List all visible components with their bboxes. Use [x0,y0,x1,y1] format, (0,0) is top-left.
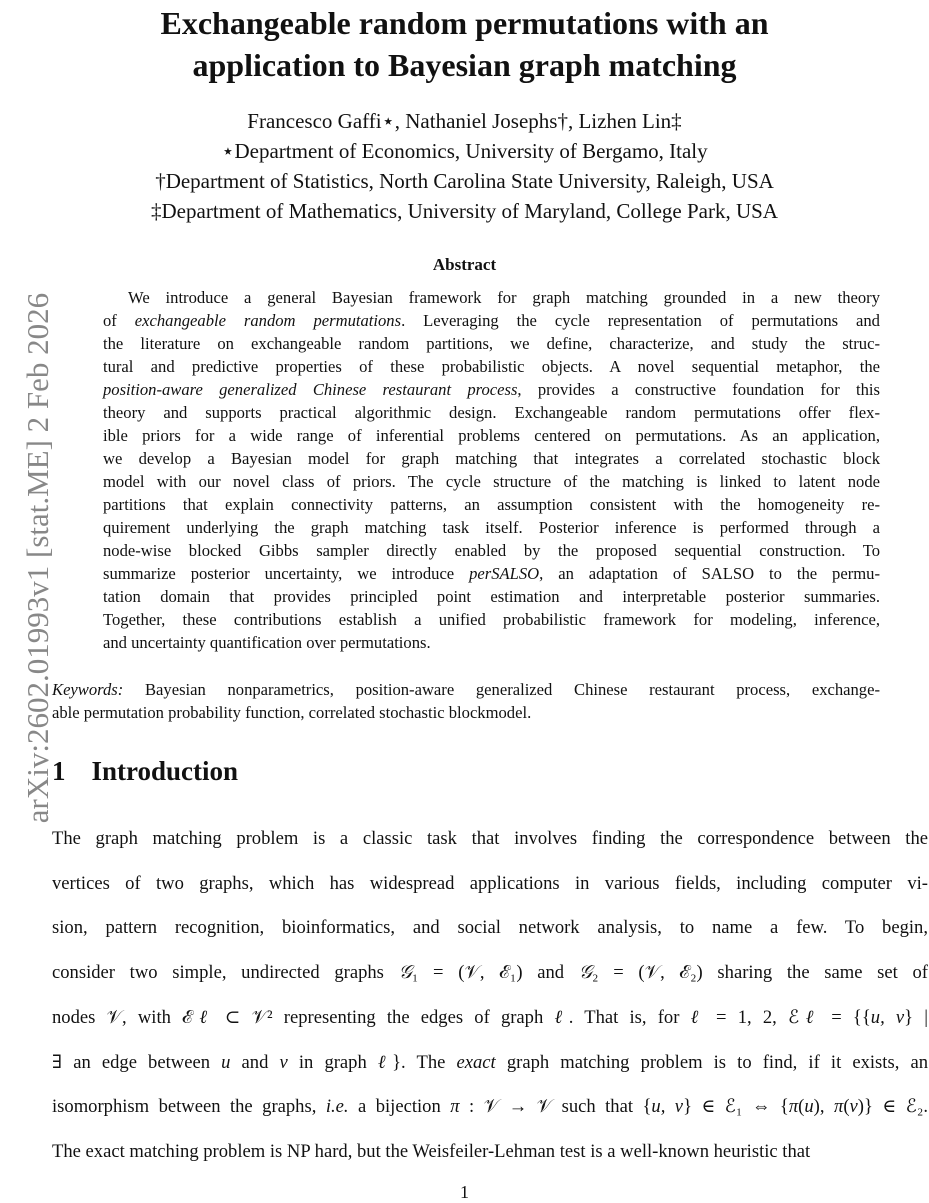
text-segment: isomorphism between the graphs, [52,1096,326,1118]
text-segment: Bayesian nonparametrics, position-aware generalized Chinese restaurant process, exchange- [123,680,880,699]
authors: Francesco Gaffi⋆, Nathaniel Josephs†, Lizhen Lin‡ [247,109,682,133]
text-segment: . Leveraging the cycle representation of permutations and [401,311,880,330]
italic-text: Keywords: [52,680,124,699]
text-segment: and uncertainty quantification over permutations. [103,633,431,652]
title-line: application to Bayesian graph matching [192,47,737,83]
text-line [103,334,880,354]
text-segment: , an adaptation of SALSO to the permu- [539,564,880,583]
text-segment: . That is, for [568,1006,691,1028]
text-segment: ₂ = (𝒱, ℰ₂) sharing the same set of [592,962,928,984]
text-segment: quirement underlying the graph matching task itself. Posterior inference is performed through a [103,518,880,537]
text-segment: = 1, 2, ℰ [704,1006,800,1028]
text-segment: } ∈ ℰ₁ ⇔ { [683,1096,789,1118]
text-segment: a bijection [348,1096,451,1118]
text-segment: vertices of two graphs, which has widespread applications in various fields, including computer vi- [52,872,928,894]
text-line [52,962,928,984]
italic-text: ℓ [690,1006,705,1028]
text-segment: graph matching problem is to find, if it exists, an [495,1051,929,1073]
abstract-heading: Abstract [432,255,497,274]
italic-text: exact [456,1051,496,1073]
text-line [103,587,880,607]
text-line [103,288,880,308]
text-segment: , provides a constructive foundation for this [517,380,880,399]
text-line [52,1052,928,1074]
text-line [103,495,880,515]
text-segment: The graph matching problem is a classic task that involves finding the correspondence between the [52,828,928,849]
text-segment: of [103,311,135,330]
text-segment: = {{ [820,1006,871,1028]
italic-text: 𝒢 [578,962,593,984]
text-line [52,1007,928,1029]
italic-text: v [279,1051,288,1073]
text-segment: ∃ an edge between [52,1051,222,1073]
text-segment: tation domain that provides principled point estimation and interpretable posterior summaries. [103,587,880,606]
italic-text: 𝒢 [398,962,412,984]
text-segment: and [230,1051,280,1073]
text-line [103,633,880,653]
paper-title [0,0,929,86]
section-title: Introduction [91,756,239,786]
italic-text: ℓ [799,1006,821,1028]
text-line [52,1141,928,1163]
italic-text: u [221,1051,231,1073]
text-segment: ), [813,1096,834,1118]
text-segment: ₁ = (𝒱, ℰ₁) and [411,962,579,984]
section-heading [52,756,238,787]
text-segment: consider two simple, undirected graphs [52,962,399,984]
text-segment: partitions that explain connectivity patterns, an assumption consistent with the homogeneity re- [103,495,880,514]
italic-text: ℓ [192,1006,214,1028]
text-line [103,564,880,584]
italic-text: exchangeable random permutations [134,311,402,330]
affiliation: †Department of Statistics, North Carolina State University, Raleigh, USA [155,169,774,193]
italic-text: perSALSO [469,564,540,583]
text-segment: We introduce a general Bayesian framework for graph matching grounded in a new theory [128,288,880,307]
italic-text: ℓ [377,1051,393,1073]
text-segment: model with our novel class of priors. The cycle structure of the matching is linked to latent node [103,472,880,491]
italic-text: u [804,1096,814,1118]
italic-text: π [450,1096,460,1118]
italic-text: v [849,1096,858,1118]
text-segment: } | [904,1006,928,1028]
affiliation: ‡Department of Mathematics, University of Maryland, College Park, USA [151,199,778,223]
text-line [103,357,880,377]
text-line [52,703,880,723]
text-segment: ⊂ 𝒱² representing the edges of graph [213,1006,555,1028]
text-line [103,472,880,492]
text-segment: ( [843,1096,850,1118]
text-segment: sion, pattern recognition, bioinformatics, and social network analysis, to name a few. To begin, [52,917,928,939]
text-segment: in graph [287,1051,378,1073]
text-line [103,518,880,538]
text-segment: we develop a Bayesian model for graph matching that integrates a correlated stochastic block [103,449,880,468]
italic-text: u, v [870,1006,905,1028]
text-segment: The exact matching problem is NP hard, but the Weisfeiler-Lehman test is a well-known heuristic that [52,1140,811,1162]
text-segment: tural and predictive properties of these probabilistic objects. A novel sequential metaphor, the [103,357,880,376]
text-segment: able permutation probability function, correlated stochastic blockmodel. [52,703,532,722]
text-line [103,449,880,469]
text-segment: nodes 𝒱, with ℰ [52,1006,193,1028]
text-line [103,610,880,630]
text-line [52,873,928,895]
text-segment: theory and supports practical algorithmic design. Exchangeable random permutations offer flex- [103,403,880,422]
text-line [103,541,880,561]
italic-text: ℓ [554,1006,569,1028]
italic-text: i.e. [325,1096,349,1118]
text-line [103,380,880,400]
text-segment: summarize posterior uncertainty, we introduce [103,564,470,583]
text-segment: ible priors for a wide range of inferential problems centered on permutations. As an application, [103,426,880,445]
text-line [103,311,880,331]
affiliation: ⋆Department of Economics, University of Bergamo, Italy [221,139,708,163]
italic-text: position-aware generalized Chinese restaurant process [103,380,518,399]
italic-text: π [788,1096,799,1118]
page-number: 1 [460,1182,469,1202]
text-line [52,680,880,700]
text-segment: node-wise blocked Gibbs sampler directly enabled by the proposed sequential construction. To [103,541,880,560]
text-segment: Together, these contributions establish a unified probabilistic framework for modeling, inference, [103,610,880,629]
text-segment: ( [798,1096,805,1118]
text-line [103,426,880,446]
text-segment: )} ∈ ℰ₂. [857,1096,928,1118]
title-line: Exchangeable random permutations with an [160,5,769,41]
text-line [103,403,880,423]
text-line [52,917,928,939]
italic-text: u, v [651,1096,684,1118]
text-segment: : 𝒱 → 𝒱 such that { [459,1096,652,1118]
italic-text: π [833,1096,844,1118]
text-line [52,828,928,850]
text-segment: the literature on exchangeable random partitions, we define, characterize, and study the struc- [103,334,880,353]
text-segment: }. The [392,1051,457,1073]
text-line [52,1096,928,1118]
section-number: 1 [52,756,66,786]
arxiv-stamp: arXiv:2602.01993v1 [stat.ME] 2 Feb 2026 [20,292,55,824]
